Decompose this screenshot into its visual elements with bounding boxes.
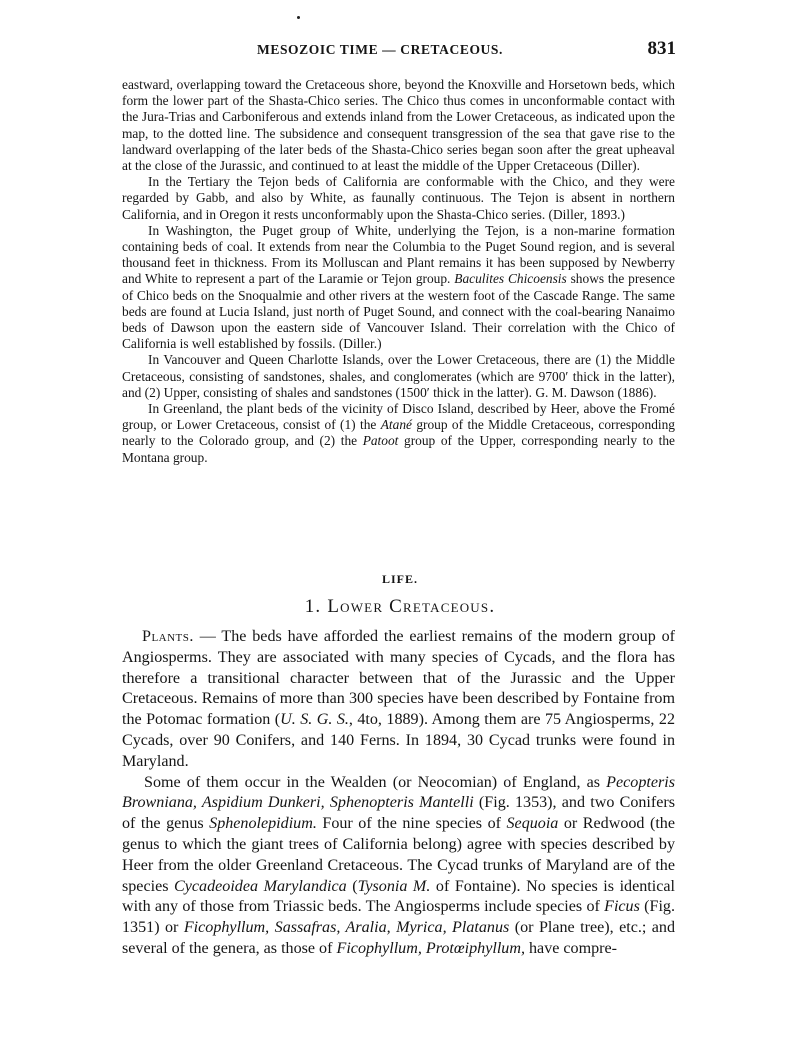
- section-title: [0, 596, 800, 618]
- paragraph-plants: Plants. — The beds have afforded the earliest remains of the modern group of Angiosperms. They are associated with many species of Cycads, and the flora has therefore a transitional character between that of the Jurassic and the Upper Cretaceous. Remains of more than 300 species have been described by Fontaine from the Potomac formation (U. S. G. S., 4to, 1889). Among them are 75 Angiosperms, 22 Cycads, over 90 Conifers, and 140 Ferns. In 1894, 30 Cycad trunks were found in Maryland.: [122, 628, 675, 770]
- upper-text-block: [122, 77, 675, 466]
- running-head: MESOZOIC TIME — CRETACEOUS.: [257, 42, 503, 57]
- lower-text-block: [122, 627, 675, 960]
- paragraph-chico-overlap: eastward, overlapping toward the Cretaceous shore, beyond the Knoxville and Horsetown beds, which form the lower part of the Shasta-Chico series. The Chico thus comes in unconformable contact with the Jura-Trias and Carboniferous and extends inland from the Lower Cretaceous, as indicated upon the map, to the dotted line. The subsidence and consequent transgression of the sea that gave rise to the landward overlapping of the later beds of the Shasta-Chico series began soon after the great upheaval at the close of the Jurassic, and continued to at least the middle of the Upper Cretaceous (Diller).: [122, 77, 675, 174]
- section-label: LIFE.: [381, 572, 418, 586]
- paragraph-washington: In Washington, the Puget group of White, underlying the Tejon, is a non-marine formation containing beds of coal. It extends from near the Columbia to the Puget Sound region, and is several thousand feet in thickness. From its Molluscan and Plant remains it has been supposed by Newberry and White to represent a part of the Laramie or Tejon group. Baculites Chicoensis shows the presence of Chico beds on the Snoqualmie and other rivers at the western foot of the Cascade Range. The same beds are found at Lucia Island, just north of Puget Sound, and connect with the coal-bearing Nanaimo beds of Dawson upon the eastern side of Vancouver Island. Their correlation with the Chico of California is well established by fossils. (Diller.): [122, 222, 675, 352]
- plants-label: Plants.: [142, 628, 194, 645]
- section-number: 1.: [304, 596, 322, 617]
- section-heading: Lower Cretaceous.: [327, 596, 496, 617]
- speck-mark: [297, 16, 300, 19]
- page-header: [122, 38, 676, 64]
- paragraph-tejon: In the Tertiary the Tejon beds of California are conformable with the Chico, and they were regarded by Gabb, and also by White, as faunally continuous. The Tejon is absent in northern California, and in Oregon it rests unconformably upon the Shasta-Chico series. (Diller, 1893.): [122, 174, 675, 222]
- paragraph-wealden: Some of them occur in the Wealden (or Neocomian) of England, as Pecopteris Browniana, Aspidium Dunkeri, Sphenopteris Mantelli (Fig. 1353), and two Conifers of the genus Sphenolepidium. Four of the nine species of Sequoia or Redwood (the genus to which the giant trees of California belong) agree with species described by Heer from the older Greenland Cretaceous. The Cycad trunks of Maryland are of the species Cycadeoidea Marylandica (Tysonia M. of Fontaine). No species is identical with any of those from Triassic beds. The Angiosperms include species of Ficus (Fig. 1351) or Ficophyllum, Sassafras, Aralia, Myrica, Platanus (or Plane tree), etc.; and several of the genera, as those of Ficophyllum, Protœiphyllum, have compre-: [122, 773, 676, 957]
- paragraph-vancouver: In Vancouver and Queen Charlotte Islands, over the Lower Cretaceous, there are (1) the Middle Cretaceous, consisting of sandstones, shales, and conglomerates (which are 9700′ thick in the latter), and (2) Upper, consisting of shales and sandstones (1500′ thick in the latter). G. M. Dawson (1886).: [122, 352, 675, 400]
- paragraph-greenland: In Greenland, the plant beds of the vicinity of Disco Island, described by Heer, above the Fromé group, or Lower Cretaceous, consist of (1) the Atané group of the Middle Cretaceous, corresponding nearly to the Colorado group, and (2) the Patoot group of the Upper, corresponding nearly to the Montana group.: [122, 401, 675, 465]
- page-number: 831: [647, 38, 676, 59]
